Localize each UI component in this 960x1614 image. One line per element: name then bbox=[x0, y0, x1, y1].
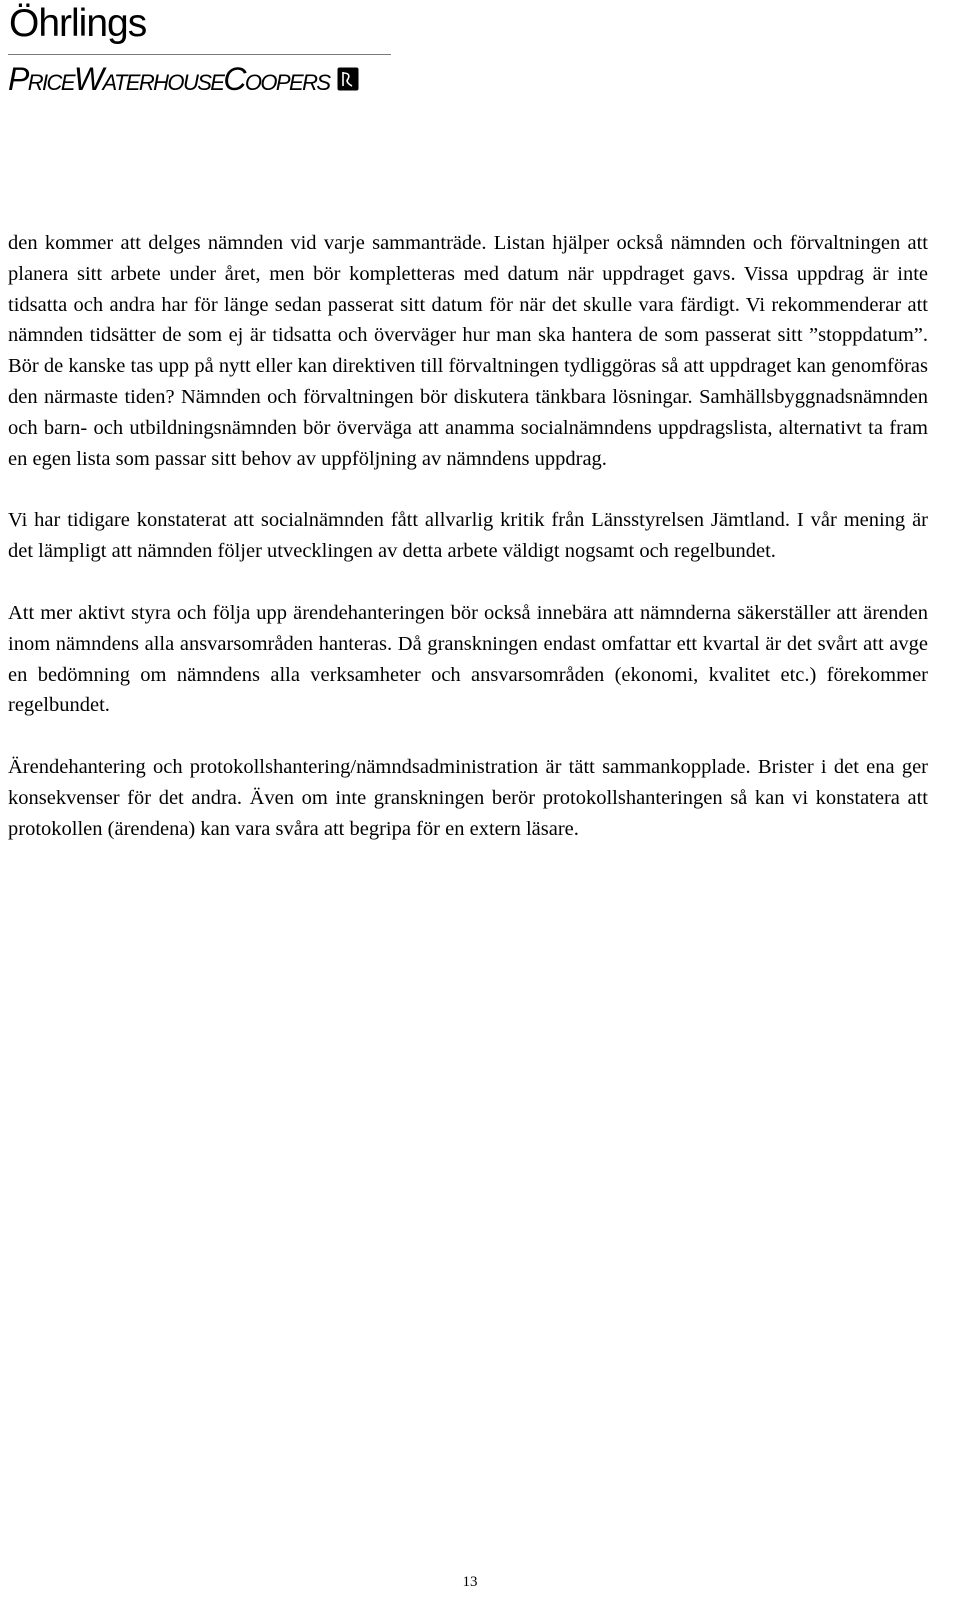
paragraph-3: Att mer aktivt styra och följa upp ärendehanteringen bör också innebära att nämnderna säkerställer att ärenden inom nämndens alla ansvarsområden hanteras. Då granskningen endast omfattar ett kvartal är det svårt att avge en bedömning om nämndens alla verksamheter och ansvarsområden (ekonomi, kvalitet etc.) förekommer regelbundet. bbox=[8, 601, 928, 717]
brand-seal-icon bbox=[337, 67, 359, 91]
brand-name: Öhrlings bbox=[9, 2, 147, 45]
page-number: 13 bbox=[462, 1574, 478, 1590]
page-header bbox=[8, 0, 400, 95]
paragraph-4: Ärendehantering och protokollshantering/nämndsadministration är tätt sammankopplade. Brister i det ena ger konsekvenser för det andra. Även om inte granskningen berör protokollshanteringen så kan vi konstatera att protokollen (ärendena) kan vara svåra att begripa för en extern läsare. bbox=[8, 756, 928, 840]
document-body bbox=[8, 228, 928, 876]
brand-logo bbox=[8, 63, 400, 95]
brand-divider bbox=[8, 54, 391, 55]
brand-wordmark: PriceWaterhouseCoopers bbox=[8, 61, 330, 97]
paragraph-1: den kommer att delges nämnden vid varje sammanträde. Listan hjälper också nämnden och förvaltningen att planera sitt arbete under året, men bör kompletteras med datum när uppdraget gavs. Vissa uppdrag är inte tidsatta och andra har för länge sedan passerat sitt datum för när det skulle vara färdigt. Vi rekommenderar att nämnden tidsätter de som ej är tidsatta och överväger hur man ska hantera de som passerat sitt ”stoppdatum”. Bör de kanske tas upp på nytt eller kan direktiven till förvaltningen tydliggöras så att uppdraget kan genomföras den närmaste tiden? Nämnden och förvaltningen bör diskutera tänkbara lösningar. Samhällsbyggnadsnämnden och barn- och utbildningsnämnden bör överväga att anamma socialnämndens uppdragslista, alternativt ta fram en egen lista som passar sitt behov av uppföljning av nämndens uppdrag. bbox=[8, 232, 928, 470]
paragraph-2: Vi har tidigare konstaterat att socialnämnden fått allvarlig kritik från Länsstyrelsen Jämtland. I vår mening är det lämpligt att nämnden följer utvecklingen av detta arbete väldigt nogsamt och regelbundet. bbox=[8, 509, 928, 563]
